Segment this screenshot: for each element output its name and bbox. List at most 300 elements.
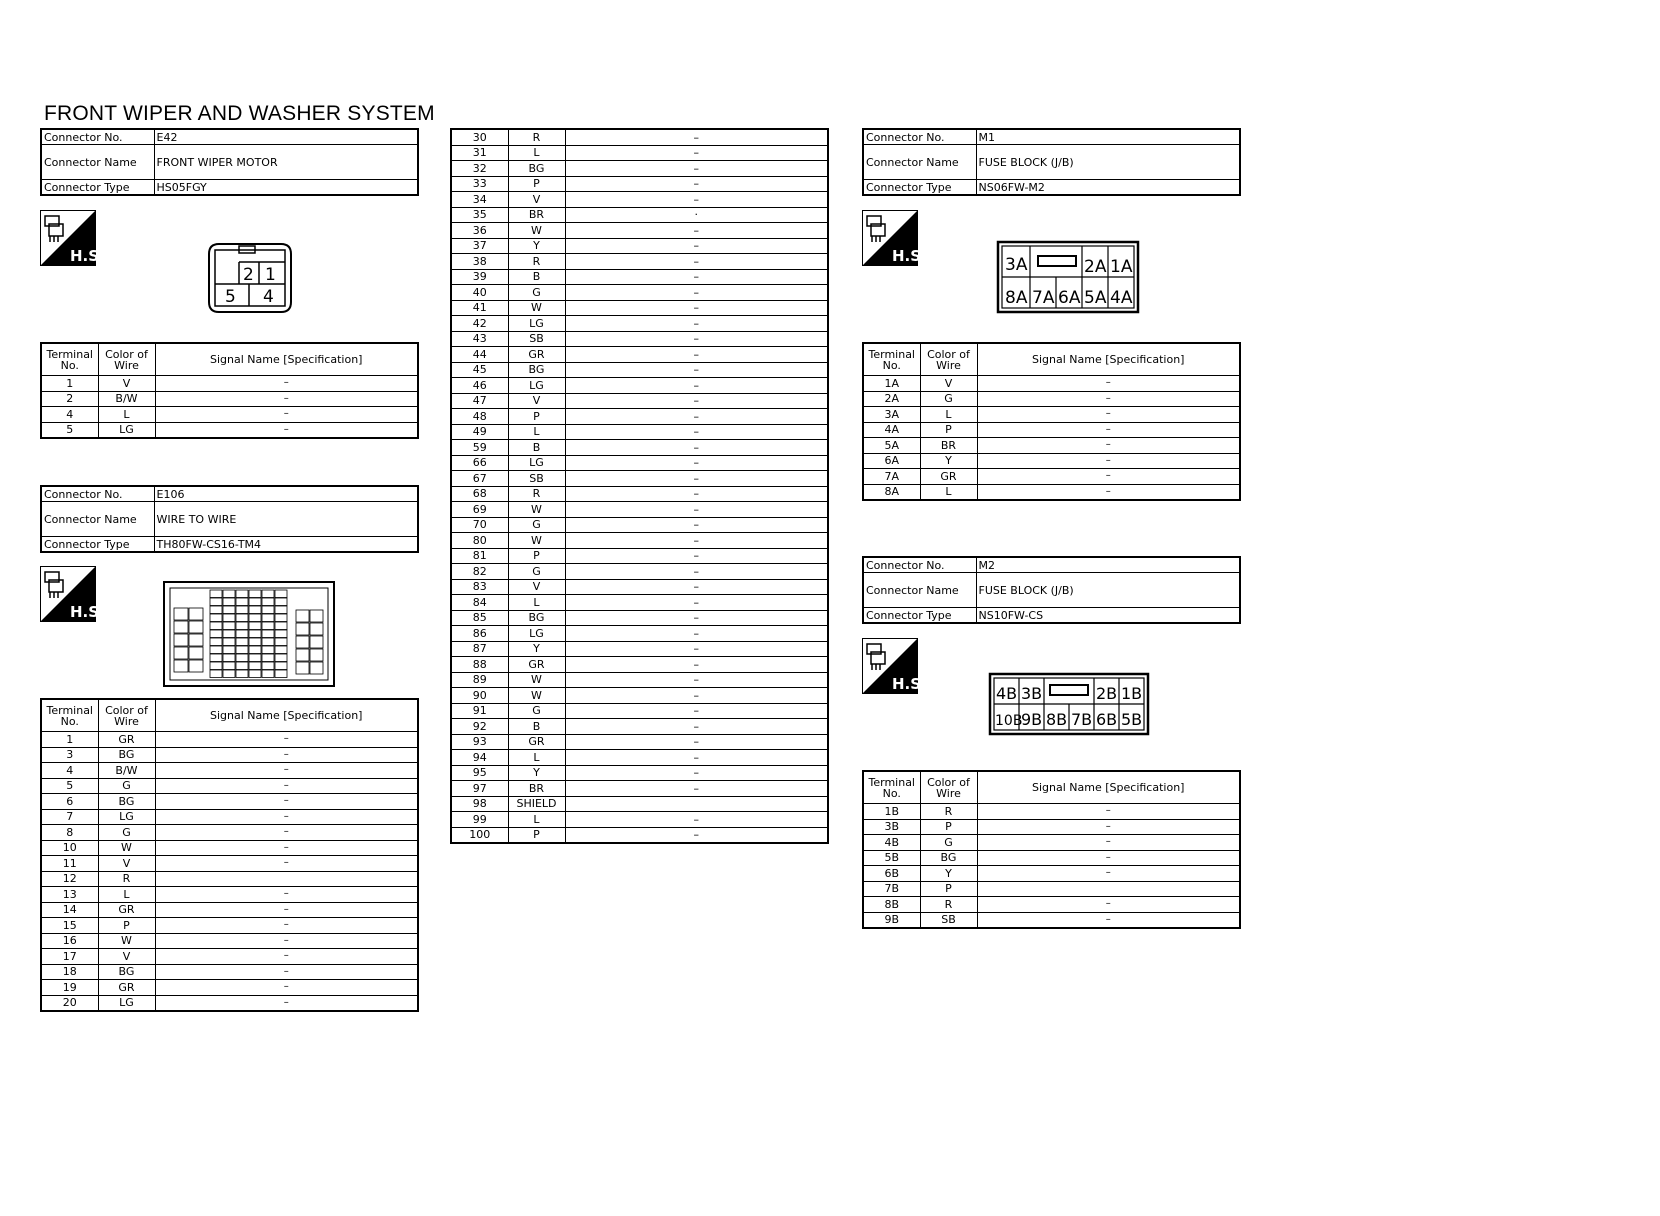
- hs-label: H.S.: [70, 603, 105, 621]
- wire-color-cell: BG: [508, 610, 565, 626]
- terminal-no-cell: 98: [451, 796, 508, 812]
- wire-color-cell: L: [508, 750, 565, 766]
- signal-name-cell: –: [565, 192, 828, 208]
- terminal-no-cell: 93: [451, 734, 508, 750]
- pin-label: 10B: [995, 713, 1023, 729]
- pin-label: 4: [263, 287, 274, 307]
- terminal-no-cell: 88: [451, 657, 508, 673]
- terminal-no-cell: 6A: [863, 453, 920, 469]
- terminal-no-cell: 9B: [863, 912, 920, 928]
- table-row: [451, 657, 828, 673]
- terminal-no-cell: 1B: [863, 804, 920, 820]
- terminal-no-cell: 44: [451, 347, 508, 363]
- signal-name-cell: –: [155, 778, 418, 794]
- connector-name-value: WIRE TO WIRE: [154, 502, 418, 537]
- connector-type-label: Connector Type: [863, 608, 976, 624]
- wire-color-cell: L: [920, 484, 977, 500]
- signal-name-cell: –: [155, 902, 418, 918]
- pin-label: 2: [243, 265, 254, 285]
- signal-name-cell: –: [977, 376, 1240, 392]
- terminal-no-cell: 16: [41, 933, 98, 949]
- connector-type-value: NS06FW-M2: [976, 180, 1240, 196]
- signal-name-cell: –: [565, 161, 828, 177]
- signal-name-cell: –: [565, 781, 828, 797]
- table-row: [451, 672, 828, 688]
- terminal-no-cell: 4: [41, 763, 98, 779]
- terminal-no-cell: 99: [451, 812, 508, 828]
- table-row: [41, 964, 418, 980]
- wire-color-cell: W: [98, 840, 155, 856]
- signal-name-cell: –: [565, 316, 828, 332]
- table-row: [451, 750, 828, 766]
- signal-name-cell: –: [565, 424, 828, 440]
- signal-name-cell: –: [977, 835, 1240, 851]
- m2-terminal-table: [862, 770, 1241, 929]
- terminal-no-cell: 34: [451, 192, 508, 208]
- wire-color-cell: R: [920, 897, 977, 913]
- wire-color-cell: LG: [98, 995, 155, 1011]
- wire-color-cell: BR: [508, 781, 565, 797]
- terminal-no-header: Terminal No.: [863, 771, 920, 804]
- signal-name-cell: [565, 796, 828, 812]
- table-row: [451, 316, 828, 332]
- pin-label: 5B: [1121, 710, 1143, 729]
- signal-name-cell: –: [565, 812, 828, 828]
- table-row: [451, 192, 828, 208]
- wire-color-cell: GR: [920, 469, 977, 485]
- table-row: [451, 703, 828, 719]
- wire-color-cell: R: [508, 129, 565, 145]
- connector-no-value: E106: [154, 486, 418, 502]
- connector-no-value: M2: [976, 557, 1240, 573]
- signal-name-cell: –: [565, 145, 828, 161]
- signal-name-cell: –: [565, 610, 828, 626]
- terminal-no-cell: 33: [451, 176, 508, 192]
- wire-color-cell: W: [508, 502, 565, 518]
- signal-name-cell: –: [565, 455, 828, 471]
- terminal-no-cell: 1: [41, 732, 98, 748]
- hs-harness-icon: [40, 210, 105, 266]
- signal-name-cell: –: [565, 657, 828, 673]
- table-row: [41, 887, 418, 903]
- signal-name-cell: –: [155, 949, 418, 965]
- terminal-no-cell: 100: [451, 827, 508, 843]
- signal-name-cell: –: [977, 422, 1240, 438]
- terminal-no-cell: 15: [41, 918, 98, 934]
- wire-color-cell: P: [920, 881, 977, 897]
- signal-name-cell: –: [155, 763, 418, 779]
- terminal-no-cell: 14: [41, 902, 98, 918]
- wire-color-cell: G: [920, 835, 977, 851]
- hs-label: H.S.: [892, 675, 927, 693]
- terminal-no-cell: 68: [451, 486, 508, 502]
- signal-name-cell: –: [565, 502, 828, 518]
- terminal-no-cell: 59: [451, 440, 508, 456]
- m1-connector-info: [862, 128, 1241, 196]
- terminal-no-cell: 36: [451, 223, 508, 239]
- terminal-no-cell: 6: [41, 794, 98, 810]
- pin-label: 5A: [1084, 288, 1107, 308]
- signal-name-cell: –: [565, 533, 828, 549]
- signal-name-header: Signal Name [Specification]: [977, 343, 1240, 376]
- terminal-no-cell: 6B: [863, 866, 920, 882]
- table-row: [451, 161, 828, 177]
- table-row: [41, 918, 418, 934]
- e42-connector-diagram: [205, 240, 295, 316]
- terminal-no-cell: 94: [451, 750, 508, 766]
- table-row: [863, 912, 1240, 928]
- table-row: [451, 129, 828, 145]
- signal-name-cell: –: [565, 734, 828, 750]
- pin-label: 7B: [1071, 710, 1093, 729]
- connector-type-label: Connector Type: [41, 180, 154, 196]
- terminal-no-cell: 7: [41, 809, 98, 825]
- pin-label: 8B: [1046, 710, 1068, 729]
- terminal-no-cell: 7A: [863, 469, 920, 485]
- table-row: [863, 866, 1240, 882]
- page-title: FRONT WIPER AND WASHER SYSTEM: [44, 102, 435, 125]
- m2-connector-info: [862, 556, 1241, 624]
- pin-label: 9B: [1021, 710, 1043, 729]
- signal-name-cell: –: [565, 300, 828, 316]
- wire-color-cell: B: [508, 440, 565, 456]
- wire-color-cell: L: [508, 812, 565, 828]
- signal-name-cell: –: [565, 626, 828, 642]
- signal-name-cell: –: [155, 391, 418, 407]
- signal-name-cell: –: [565, 486, 828, 502]
- pin-label: 1: [265, 265, 276, 285]
- table-row: [863, 850, 1240, 866]
- signal-name-cell: –: [155, 747, 418, 763]
- signal-name-cell: –: [977, 866, 1240, 882]
- signal-name-cell: –: [565, 641, 828, 657]
- m1-connector-diagram: [996, 240, 1140, 314]
- signal-name-cell: –: [977, 897, 1240, 913]
- wire-color-cell: B: [508, 269, 565, 285]
- signal-name-cell: –: [565, 579, 828, 595]
- pin-label: 7A: [1032, 288, 1055, 308]
- signal-name-cell: –: [155, 825, 418, 841]
- terminal-no-cell: 1A: [863, 376, 920, 392]
- wire-color-cell: R: [98, 871, 155, 887]
- hs-harness-icon: [40, 566, 105, 622]
- signal-name-cell: –: [565, 827, 828, 843]
- wire-color-cell: W: [508, 300, 565, 316]
- table-row: [41, 933, 418, 949]
- wire-color-cell: W: [508, 672, 565, 688]
- signal-name-cell: –: [565, 688, 828, 704]
- terminal-no-cell: 4A: [863, 422, 920, 438]
- table-row: [41, 732, 418, 748]
- terminal-no-cell: 46: [451, 378, 508, 394]
- wire-color-cell: R: [508, 486, 565, 502]
- connector-name-label: Connector Name: [863, 573, 976, 608]
- signal-name-cell: –: [565, 347, 828, 363]
- wire-color-cell: P: [508, 176, 565, 192]
- color-of-wire-header: Color of Wire: [920, 771, 977, 804]
- table-row: [451, 207, 828, 223]
- wire-color-cell: SB: [508, 471, 565, 487]
- table-row: [451, 579, 828, 595]
- table-row: [41, 794, 418, 810]
- signal-name-cell: –: [565, 595, 828, 611]
- wire-color-cell: G: [98, 825, 155, 841]
- table-row: [41, 809, 418, 825]
- table-row: [41, 840, 418, 856]
- wire-color-cell: R: [508, 254, 565, 270]
- wire-color-cell: L: [508, 145, 565, 161]
- terminal-no-cell: 31: [451, 145, 508, 161]
- table-row: [41, 856, 418, 872]
- table-row: [863, 469, 1240, 485]
- connector-type-value: HS05FGY: [154, 180, 418, 196]
- terminal-no-cell: 82: [451, 564, 508, 580]
- wire-color-cell: V: [508, 192, 565, 208]
- terminal-no-cell: 47: [451, 393, 508, 409]
- signal-name-cell: –: [565, 703, 828, 719]
- table-row: [451, 781, 828, 797]
- terminal-no-cell: 69: [451, 502, 508, 518]
- wire-color-cell: B/W: [98, 391, 155, 407]
- connector-no-label: Connector No.: [863, 557, 976, 573]
- signal-name-cell: –: [155, 794, 418, 810]
- table-row: [41, 980, 418, 996]
- wire-color-cell: LG: [508, 626, 565, 642]
- wire-color-cell: Y: [508, 641, 565, 657]
- signal-name-cell: –: [565, 223, 828, 239]
- table-row: [451, 362, 828, 378]
- table-row: [451, 641, 828, 657]
- wire-color-cell: G: [508, 285, 565, 301]
- wire-color-cell: P: [508, 409, 565, 425]
- terminal-no-cell: 32: [451, 161, 508, 177]
- terminal-no-cell: 83: [451, 579, 508, 595]
- signal-name-cell: –: [155, 856, 418, 872]
- table-row: [41, 422, 418, 438]
- table-row: [41, 778, 418, 794]
- terminal-no-cell: 70: [451, 517, 508, 533]
- signal-name-cell: –: [977, 453, 1240, 469]
- table-row: [451, 347, 828, 363]
- terminal-no-header: Terminal No.: [41, 343, 98, 376]
- table-row: [451, 796, 828, 812]
- table-row: [863, 819, 1240, 835]
- table-row: [863, 438, 1240, 454]
- wire-color-cell: V: [508, 393, 565, 409]
- signal-name-cell: –: [565, 719, 828, 735]
- wire-color-cell: L: [98, 887, 155, 903]
- wire-color-cell: Y: [920, 453, 977, 469]
- terminal-no-cell: 5B: [863, 850, 920, 866]
- wire-color-cell: P: [508, 548, 565, 564]
- signal-name-cell: ·: [565, 207, 828, 223]
- e106-continued-terminal-table: [450, 128, 829, 844]
- terminal-no-cell: 13: [41, 887, 98, 903]
- color-of-wire-header: Color of Wire: [920, 343, 977, 376]
- wire-color-cell: LG: [98, 422, 155, 438]
- table-row: [451, 486, 828, 502]
- terminal-no-cell: 38: [451, 254, 508, 270]
- terminal-no-cell: 92: [451, 719, 508, 735]
- m1-terminal-table: [862, 342, 1241, 501]
- pin-label: 4A: [1110, 288, 1133, 308]
- wire-color-cell: G: [98, 778, 155, 794]
- terminal-no-cell: 1: [41, 376, 98, 392]
- terminal-no-cell: 20: [41, 995, 98, 1011]
- terminal-no-cell: 97: [451, 781, 508, 797]
- wire-color-cell: B: [508, 719, 565, 735]
- terminal-no-header: Terminal No.: [41, 699, 98, 732]
- wire-color-cell: LG: [508, 378, 565, 394]
- table-row: [41, 902, 418, 918]
- wire-color-cell: V: [508, 579, 565, 595]
- table-row: [451, 440, 828, 456]
- table-row: [41, 949, 418, 965]
- wire-color-cell: V: [98, 856, 155, 872]
- table-row: [863, 407, 1240, 423]
- terminal-no-cell: 81: [451, 548, 508, 564]
- terminal-no-cell: 67: [451, 471, 508, 487]
- signal-name-cell: –: [565, 765, 828, 781]
- wire-color-cell: GR: [98, 902, 155, 918]
- connector-name-label: Connector Name: [863, 145, 976, 180]
- wire-color-cell: V: [98, 949, 155, 965]
- wire-color-cell: SB: [508, 331, 565, 347]
- wire-color-cell: LG: [98, 809, 155, 825]
- table-row: [451, 765, 828, 781]
- table-row: [451, 254, 828, 270]
- table-row: [451, 471, 828, 487]
- table-row: [451, 176, 828, 192]
- signal-name-cell: –: [565, 176, 828, 192]
- connector-name-label: Connector Name: [41, 502, 154, 537]
- connector-name-value: FUSE BLOCK (J/B): [976, 145, 1240, 180]
- e106-connector-info: [40, 485, 419, 553]
- table-row: [451, 610, 828, 626]
- connector-no-label: Connector No.: [41, 486, 154, 502]
- table-row: [451, 331, 828, 347]
- e42-terminal-table: [40, 342, 419, 439]
- pin-label: 4B: [996, 684, 1018, 703]
- terminal-no-cell: 10: [41, 840, 98, 856]
- terminal-no-cell: 89: [451, 672, 508, 688]
- pin-label: 1A: [1110, 257, 1133, 277]
- wire-color-cell: P: [920, 422, 977, 438]
- signal-name-cell: –: [155, 995, 418, 1011]
- wire-color-cell: Y: [508, 238, 565, 254]
- connector-type-value: NS10FW-CS: [976, 608, 1240, 624]
- pin-label: 2A: [1084, 257, 1107, 277]
- terminal-no-cell: 39: [451, 269, 508, 285]
- signal-name-cell: –: [565, 440, 828, 456]
- table-row: [451, 269, 828, 285]
- terminal-no-cell: 4B: [863, 835, 920, 851]
- connector-no-label: Connector No.: [41, 129, 154, 145]
- table-row: [451, 285, 828, 301]
- wire-color-cell: W: [508, 223, 565, 239]
- terminal-no-cell: 2A: [863, 391, 920, 407]
- terminal-no-cell: 90: [451, 688, 508, 704]
- wire-color-cell: GR: [508, 657, 565, 673]
- wire-color-cell: L: [508, 595, 565, 611]
- terminal-no-cell: 86: [451, 626, 508, 642]
- hs-label: H.S.: [70, 247, 105, 265]
- table-row: [451, 393, 828, 409]
- terminal-no-cell: 3B: [863, 819, 920, 835]
- signal-name-cell: –: [155, 980, 418, 996]
- table-row: [863, 391, 1240, 407]
- signal-name-cell: –: [977, 407, 1240, 423]
- wire-color-cell: SB: [920, 912, 977, 928]
- terminal-no-header: Terminal No.: [863, 343, 920, 376]
- wire-color-cell: SHIELD: [508, 796, 565, 812]
- signal-name-cell: –: [565, 331, 828, 347]
- signal-name-cell: –: [977, 438, 1240, 454]
- terminal-no-cell: 8B: [863, 897, 920, 913]
- hs-harness-icon: [862, 638, 927, 694]
- terminal-no-cell: 84: [451, 595, 508, 611]
- pin-label: 8A: [1005, 288, 1028, 308]
- pin-label: 1B: [1121, 684, 1143, 703]
- table-row: [451, 548, 828, 564]
- terminal-no-cell: 7B: [863, 881, 920, 897]
- table-row: [41, 825, 418, 841]
- signal-name-cell: –: [565, 750, 828, 766]
- connector-no-value: E42: [154, 129, 418, 145]
- wire-color-cell: GR: [98, 732, 155, 748]
- signal-name-cell: –: [565, 362, 828, 378]
- table-row: [863, 484, 1240, 500]
- signal-name-header: Signal Name [Specification]: [155, 343, 418, 376]
- connector-no-value: M1: [976, 129, 1240, 145]
- terminal-no-cell: 18: [41, 964, 98, 980]
- table-row: [41, 995, 418, 1011]
- table-row: [41, 376, 418, 392]
- table-row: [41, 391, 418, 407]
- terminal-no-cell: 12: [41, 871, 98, 887]
- terminal-no-cell: 2: [41, 391, 98, 407]
- signal-name-header: Signal Name [Specification]: [977, 771, 1240, 804]
- connector-no-label: Connector No.: [863, 129, 976, 145]
- terminal-no-cell: 19: [41, 980, 98, 996]
- wire-color-cell: BG: [920, 850, 977, 866]
- terminal-no-cell: 95: [451, 765, 508, 781]
- signal-name-cell: –: [565, 378, 828, 394]
- table-row: [863, 881, 1240, 897]
- terminal-no-cell: 48: [451, 409, 508, 425]
- table-row: [863, 422, 1240, 438]
- wire-color-cell: GR: [98, 980, 155, 996]
- pin-label: 5: [225, 287, 236, 307]
- terminal-no-cell: 30: [451, 129, 508, 145]
- terminal-no-cell: 45: [451, 362, 508, 378]
- signal-name-cell: –: [565, 129, 828, 145]
- signal-name-cell: [977, 881, 1240, 897]
- signal-name-cell: –: [155, 918, 418, 934]
- wire-color-cell: V: [920, 376, 977, 392]
- signal-name-cell: –: [565, 254, 828, 270]
- wire-color-cell: B/W: [98, 763, 155, 779]
- signal-name-cell: –: [977, 391, 1240, 407]
- terminal-no-cell: 37: [451, 238, 508, 254]
- wire-color-cell: L: [920, 407, 977, 423]
- connector-type-value: TH80FW-CS16-TM4: [154, 537, 418, 553]
- connector-name-value: FRONT WIPER MOTOR: [154, 145, 418, 180]
- wire-color-cell: V: [98, 376, 155, 392]
- signal-name-cell: –: [565, 672, 828, 688]
- terminal-no-cell: 43: [451, 331, 508, 347]
- table-row: [451, 300, 828, 316]
